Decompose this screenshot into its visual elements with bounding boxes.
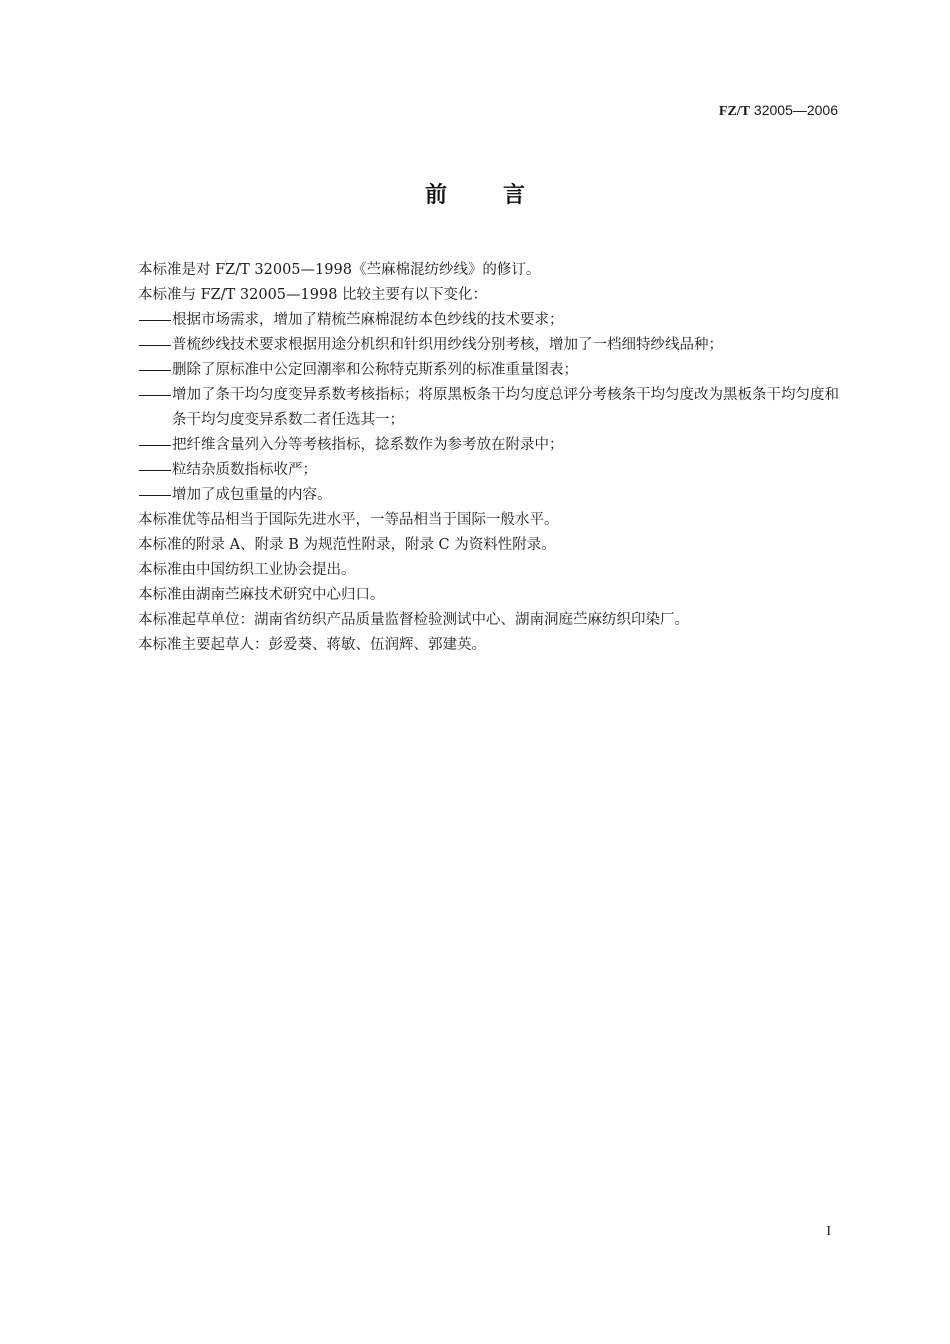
change-list-item (138, 458, 843, 483)
change-item-text: 增加了成包重量的内容。 (172, 487, 332, 503)
change-item-text: 根据市场需求，增加了精梳苎麻棉混纺本色纱线的技术要求； (172, 312, 564, 328)
change-item-text: 普梳纱线技术要求根据用途分机织和针织用纱线分别考核，增加了一档细特纱线品种； (172, 337, 723, 353)
drafters-statement: 本标准主要起草人：彭爱葵、蒋敏、伍润辉、郭建英。 (138, 637, 486, 653)
em-dash-marker (138, 483, 172, 508)
page-number: I (826, 1224, 831, 1239)
change-list-item (138, 483, 843, 508)
appendix-statement: 本标准的附录 A、附录 B 为规范性附录，附录 C 为资料性附录。 (138, 537, 556, 553)
drafting-units-statement: 本标准起草单位：湖南省纺织产品质量监督检验测试中心、湖南洞庭苎麻纺织印染厂。 (138, 612, 689, 628)
change-item-text: 把纤维含量列入分等考核指标，捻系数作为参考放在附录中； (172, 437, 564, 453)
change-item-text: 删除了原标准中公定回潮率和公称特克斯系列的标准重量图表； (172, 362, 578, 378)
page-title: 前言 (424, 183, 581, 208)
em-dash-marker (138, 308, 172, 333)
em-dash-marker (138, 333, 172, 358)
change-list-item (138, 308, 843, 333)
em-dash-marker (138, 433, 172, 458)
change-list-item (138, 433, 843, 458)
change-list-item (138, 383, 843, 433)
foreword-intro-changes: 本标准与 FZ/T 32005—1998 比较主要有以下变化： (138, 287, 488, 303)
em-dash-marker (138, 358, 172, 383)
centralized-by-statement: 本标准由湖南苎麻技术研究中心归口。 (138, 587, 385, 603)
proposer-statement: 本标准由中国纺织工业协会提出。 (138, 562, 356, 578)
standard-code (719, 100, 838, 122)
em-dash-marker (138, 383, 172, 408)
change-list-item (138, 333, 843, 358)
standard-code-prefix: FZ/T (718, 104, 751, 119)
change-list-item (138, 358, 843, 383)
foreword-intro-revision: 本标准是对 FZ/T 32005—1998《苎麻棉混纺纱线》的修订。 (138, 262, 541, 278)
foreword-body (138, 258, 843, 658)
change-item-text: 增加了条干均匀度变异系数考核指标；将原黑板条干均匀度总评分考核条干均匀度改为黑板条干均匀度和条干均匀度变异系数二者任选其一； (172, 387, 839, 428)
em-dash-marker (138, 458, 172, 483)
quality-level-statement: 本标准优等品相当于国际先进水平，一等品相当于国际一般水平。 (138, 512, 559, 528)
standard-code-number: 32005—2006 (753, 102, 838, 118)
change-item-text: 粒结杂质数指标收严； (172, 462, 317, 478)
